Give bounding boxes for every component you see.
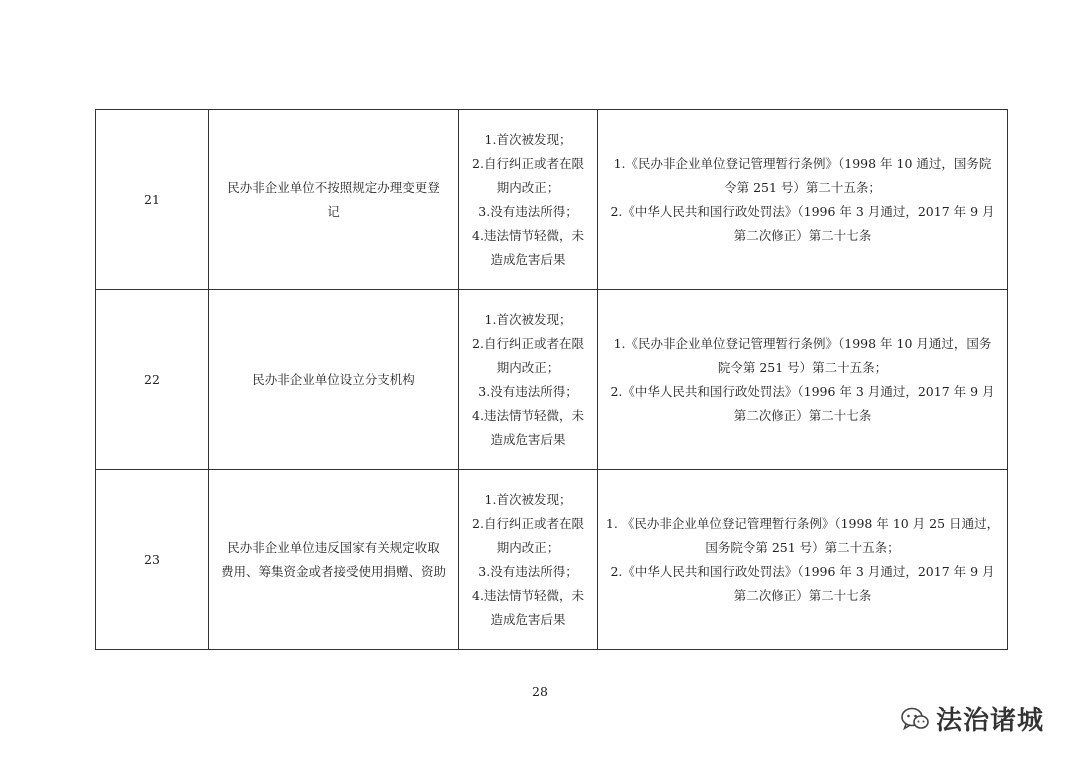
condition-line: 期内改正；: [496, 359, 560, 375]
conditions-cell: [459, 470, 598, 650]
legal-basis-line: 1.《民办非企业单位登记管理暂行条例》（1998 年 10 月通过，国务: [613, 335, 992, 351]
condition-line: 2.自行纠正或者在限: [472, 335, 584, 351]
table-row: [96, 290, 1008, 470]
condition-line: 1.首次被发现；: [484, 311, 572, 327]
violation-item-line: 民办非企业单位违反国家有关规定收取: [227, 539, 440, 555]
row-number: 23: [96, 470, 209, 650]
legal-basis-line: 第二次修正）第二十七条: [733, 587, 872, 603]
violation-item-line: 费用、筹集资金或者接受使用捐赠、资助: [220, 563, 446, 579]
condition-line: 造成危害后果: [490, 431, 566, 447]
table-row: [96, 110, 1008, 290]
violation-item-cell: [209, 290, 459, 470]
condition-line: 1.首次被发现；: [484, 131, 572, 147]
legal-basis-cell: [598, 110, 1008, 290]
legal-basis-line: 令第 251 号）第二十五条；: [724, 179, 881, 195]
condition-line: 造成危害后果: [490, 251, 566, 267]
condition-line: 3.没有违法所得；: [478, 563, 578, 579]
condition-line: 造成危害后果: [490, 611, 566, 627]
violation-item-line: 民办非企业单位设立分支机构: [252, 371, 415, 387]
violation-item-cell: [209, 470, 459, 650]
legal-basis-line: 国务院令第 251 号）第二十五条；: [705, 539, 900, 555]
legal-basis-cell: [598, 470, 1008, 650]
condition-line: 4.违法情节轻微，未: [472, 407, 584, 423]
legal-basis-line: 1.《民办非企业单位登记管理暂行条例》（1998 年 10 通过，国务院: [613, 155, 992, 171]
violation-item-cell: [209, 110, 459, 290]
wechat-icon: [900, 706, 930, 732]
legal-basis-line: 1. 《民办非企业单位登记管理暂行条例》（1998 年 10 月 25 日通过，: [605, 515, 1000, 531]
conditions-cell: [459, 290, 598, 470]
table-row: [96, 470, 1008, 650]
condition-line: 3.没有违法所得；: [478, 203, 578, 219]
condition-line: 2.自行纠正或者在限: [472, 155, 584, 171]
condition-line: 期内改正；: [496, 539, 560, 555]
row-number: 21: [96, 110, 209, 290]
condition-line: 4.违法情节轻微，未: [472, 587, 584, 603]
row-number: 22: [96, 290, 209, 470]
watermark: [900, 700, 1044, 737]
legal-basis-line: 第二次修正）第二十七条: [733, 227, 872, 243]
condition-line: 3.没有违法所得；: [478, 383, 578, 399]
condition-line: 4.违法情节轻微，未: [472, 227, 584, 243]
violation-item-line: 民办非企业单位不按照规定办理变更登: [227, 179, 440, 195]
legal-basis-cell: [598, 290, 1008, 470]
penalty-exemption-table: [95, 109, 1008, 650]
legal-basis-line: 2.《中华人民共和国行政处罚法》（1996 年 3 月通过，2017 年 9 月: [610, 563, 995, 579]
watermark-text: 法治诸城: [935, 706, 1044, 736]
legal-basis-line: 第二次修正）第二十七条: [733, 407, 872, 423]
legal-basis-line: 院令第 251 号）第二十五条；: [717, 359, 888, 375]
conditions-cell: [459, 110, 598, 290]
legal-basis-line: 2.《中华人民共和国行政处罚法》（1996 年 3 月通过，2017 年 9 月: [610, 383, 995, 399]
condition-line: 1.首次被发现；: [484, 491, 572, 507]
legal-basis-line: 2.《中华人民共和国行政处罚法》（1996 年 3 月通过，2017 年 9 月: [610, 203, 995, 219]
page-number: 28: [532, 684, 548, 699]
condition-line: 期内改正；: [496, 179, 560, 195]
condition-line: 2.自行纠正或者在限: [472, 515, 584, 531]
violation-item-line: 记: [327, 203, 340, 219]
